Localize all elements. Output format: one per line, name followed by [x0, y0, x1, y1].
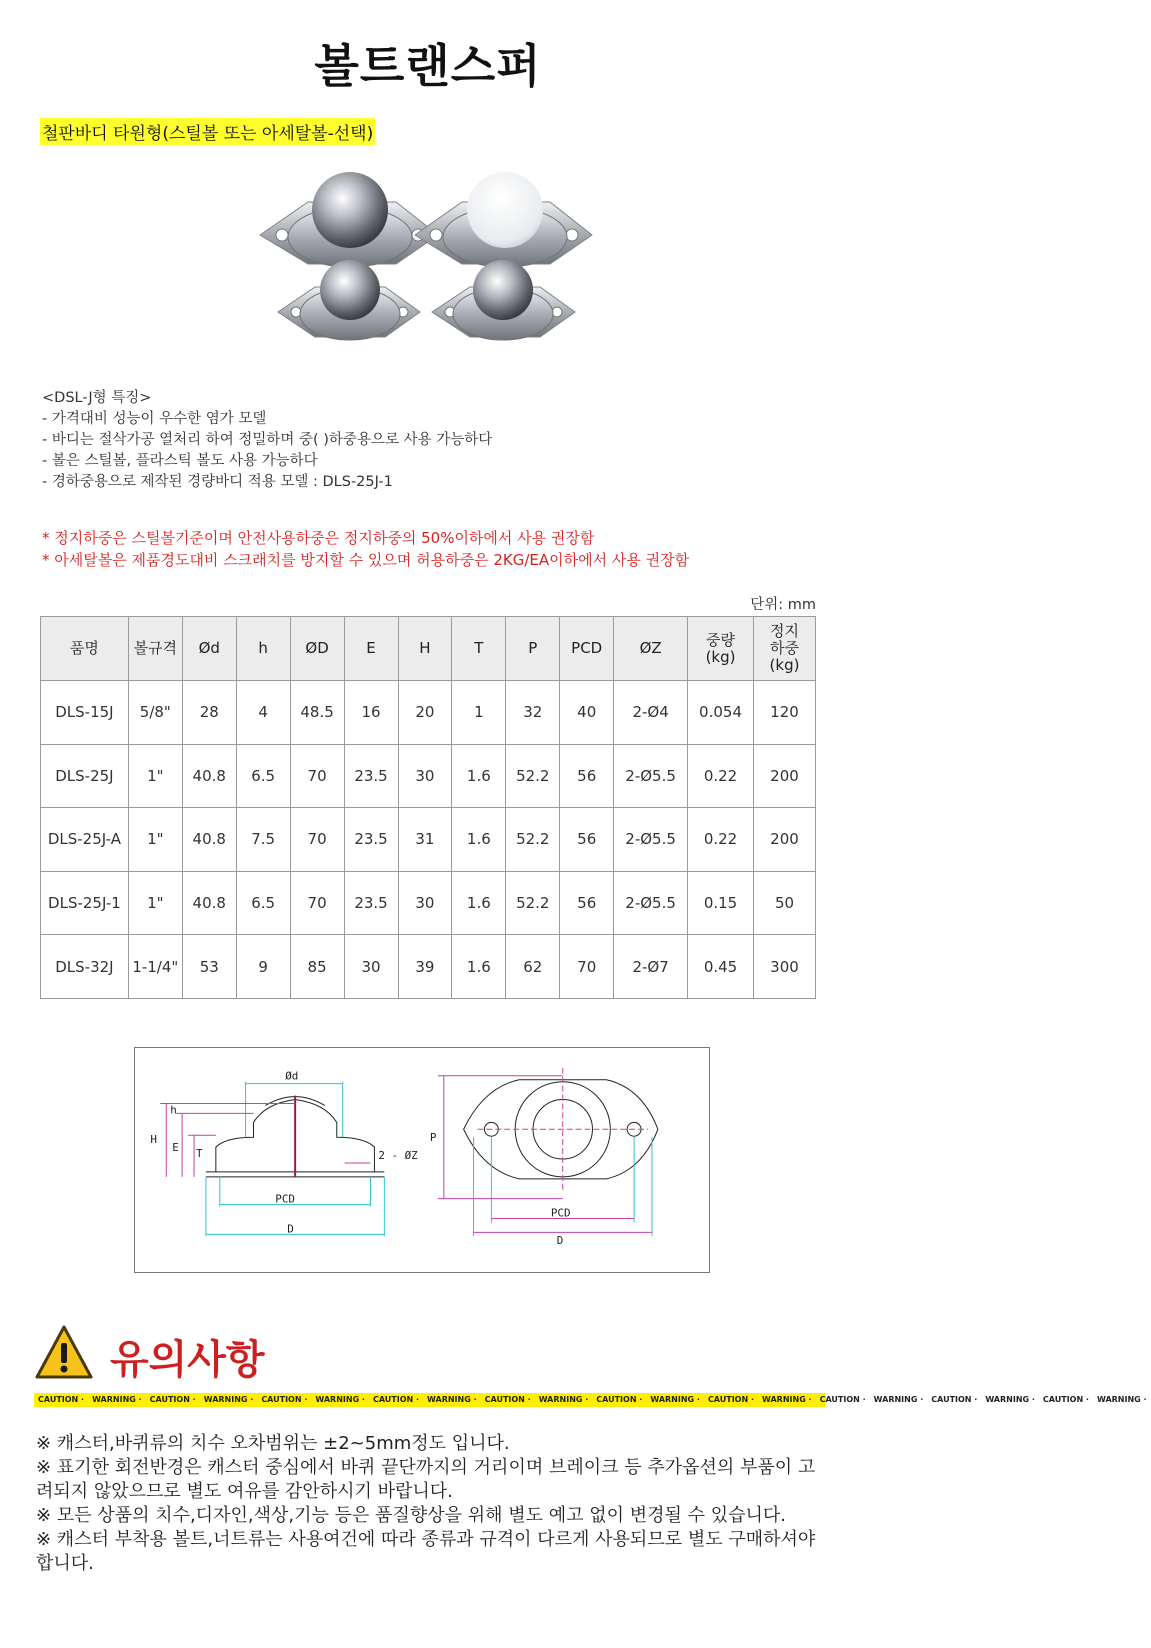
table-header-row — [41, 617, 816, 681]
warning-line: * 정지하중은 스틸볼기준이며 안전사용하중은 정지하중의 50%이하에서 사용 권장함 — [42, 529, 595, 547]
ball-transfer-steel-large — [260, 172, 438, 267]
label-E: E — [172, 1141, 179, 1155]
label-T: T — [196, 1147, 203, 1161]
table-header-cell: PCD — [560, 617, 614, 681]
table-cell: 85 — [290, 935, 344, 999]
table-cell: 70 — [290, 808, 344, 872]
table-cell: 0.22 — [688, 808, 754, 872]
label-z: 2 - ØZ — [378, 1149, 418, 1163]
table-header-cell: 중량 (kg) — [688, 617, 754, 681]
table-cell: 56 — [560, 744, 614, 808]
strip-word: WARNING · — [92, 1395, 142, 1404]
table-cell: 6.5 — [236, 871, 290, 935]
table-cell: 70 — [290, 744, 344, 808]
label-p: P — [429, 1131, 437, 1145]
label-H: H — [150, 1133, 157, 1147]
strip-word: WARNING · — [985, 1395, 1035, 1404]
table-cell: 1.6 — [452, 808, 506, 872]
strip-word: CAUTION · — [819, 1395, 866, 1404]
table-cell: 1" — [128, 871, 182, 935]
unit-label: 단위: mm — [750, 597, 816, 613]
label-pcd-top: PCD — [550, 1206, 571, 1220]
table-cell: 48.5 — [290, 681, 344, 745]
strip-word: WARNING · — [1096, 1395, 1147, 1404]
spec-table — [40, 616, 816, 999]
table-cell: 20 — [398, 681, 452, 745]
table-cell: 0.15 — [688, 871, 754, 935]
label-h: h — [170, 1103, 177, 1117]
table-header-cell: P — [506, 617, 560, 681]
table-cell: 1.6 — [452, 871, 506, 935]
table-cell: 2-Ø4 — [614, 681, 688, 745]
strip-word: WARNING · — [203, 1395, 254, 1404]
caution-notes — [36, 1432, 826, 1576]
table-cell: 32 — [506, 681, 560, 745]
ball-transfer-acetal-large — [415, 172, 592, 267]
table-cell: 200 — [754, 808, 816, 872]
table-cell: 53 — [182, 935, 236, 999]
strip-word: CAUTION · — [1042, 1395, 1089, 1404]
table-row — [41, 808, 816, 872]
table-cell: 1.6 — [452, 935, 506, 999]
label-d: Ød — [285, 1069, 299, 1083]
strip-word: CAUTION · — [372, 1395, 420, 1404]
table-header-cell: 품명 — [41, 617, 129, 681]
table-header-cell: 볼규격 — [128, 617, 182, 681]
table-cell: 50 — [754, 871, 816, 935]
strip-word: CAUTION · — [38, 1395, 85, 1404]
table-cell: DLS-25J-A — [41, 808, 129, 872]
table-cell: 52.2 — [506, 871, 560, 935]
table-cell: 70 — [560, 935, 614, 999]
table-cell: 2-Ø7 — [614, 935, 688, 999]
table-cell: 4 — [236, 681, 290, 745]
table-cell: 40.8 — [182, 808, 236, 872]
warning-triangle-icon — [34, 1323, 94, 1383]
note-item: ※ 캐스터,바퀴류의 치수 오차범위는 ±2~5mm정도 입니다. — [36, 1433, 510, 1454]
table-cell: 30 — [344, 935, 398, 999]
table-header-cell: ØD — [290, 617, 344, 681]
table-header-cell: Ød — [182, 617, 236, 681]
strip-word: WARNING · — [762, 1395, 812, 1404]
table-cell: DLS-25J — [41, 744, 129, 808]
strip-word: WARNING · — [873, 1395, 924, 1404]
strip-word: WARNING · — [427, 1395, 477, 1404]
load-warnings — [42, 527, 689, 571]
table-cell: 0.45 — [688, 935, 754, 999]
ball-transfer-steel-small — [278, 260, 420, 340]
table-cell: 7.5 — [236, 808, 290, 872]
table-cell: 40 — [560, 681, 614, 745]
label-pcd-side: PCD — [275, 1192, 295, 1206]
ball-transfer-steel-small-2 — [432, 260, 575, 340]
table-cell: 52.2 — [506, 744, 560, 808]
table-cell: 1" — [128, 744, 182, 808]
table-cell: 6.5 — [236, 744, 290, 808]
table-cell: 1-1/4" — [128, 935, 182, 999]
table-cell: 23.5 — [344, 808, 398, 872]
feature-item: - 바디는 절삭가공 열처리 하여 정밀하며 중( )하중용으로 사용 가능하다 — [42, 432, 493, 448]
warning-line: * 아세탈볼은 제품경도대비 스크래치를 방지할 수 있으며 허용하중은 2KG/EA이하에서 사용 권장함 — [42, 551, 690, 569]
table-cell: 120 — [754, 681, 816, 745]
feature-item: - 경하중용으로 제작된 경량바디 적용 모델 : DLS-25J-1 — [42, 474, 393, 490]
table-row — [41, 744, 816, 808]
table-cell: 56 — [560, 808, 614, 872]
table-cell: 40.8 — [182, 744, 236, 808]
table-cell: DLS-32J — [41, 935, 129, 999]
table-cell: 0.22 — [688, 744, 754, 808]
table-header-cell: ØZ — [614, 617, 688, 681]
table-cell: 52.2 — [506, 808, 560, 872]
label-D-side: D — [287, 1222, 294, 1236]
features-heading: <DSL-J형 특징> — [42, 390, 152, 406]
table-cell: DLS-25J-1 — [41, 871, 129, 935]
strip-word: CAUTION · — [931, 1395, 978, 1404]
label-D-top: D — [556, 1234, 564, 1248]
table-cell: 2-Ø5.5 — [614, 808, 688, 872]
table-cell: 70 — [290, 871, 344, 935]
caution-warning-strip — [34, 1393, 1147, 1407]
caution-title: 유의사항 — [110, 1337, 265, 1383]
note-item: ※ 모든 상품의 치수,디자인,색상,기능 등은 품질향상을 위해 별도 예고 없이 변경될 수 있습니다. — [36, 1505, 786, 1526]
table-cell: 28 — [182, 681, 236, 745]
dimension-drawing — [134, 1047, 710, 1273]
table-header-cell: H — [398, 617, 452, 681]
features-list — [42, 388, 492, 493]
feature-item: - 가격대비 성능이 우수한 염가 모델 — [42, 411, 267, 427]
table-header-cell: E — [344, 617, 398, 681]
table-cell: 30 — [398, 744, 452, 808]
table-header-cell: 정지 하중 (kg) — [754, 617, 816, 681]
page-title: 볼트랜스퍼 — [314, 39, 542, 93]
strip-word: CAUTION · — [149, 1395, 196, 1404]
table-cell: 2-Ø5.5 — [614, 744, 688, 808]
strip-word: CAUTION · — [484, 1395, 531, 1404]
note-item: ※ 캐스터 부착용 볼트,너트류는 사용여건에 따라 종류과 규격이 다르게 사용되므로 별도 구매하셔야 합니다. — [36, 1529, 816, 1574]
table-row — [41, 935, 816, 999]
strip-word: WARNING · — [315, 1395, 365, 1404]
table-header-cell: T — [452, 617, 506, 681]
table-cell: 30 — [398, 871, 452, 935]
table-cell: 1" — [128, 808, 182, 872]
table-cell: 40.8 — [182, 871, 236, 935]
table-cell: 56 — [560, 871, 614, 935]
table-cell: 2-Ø5.5 — [614, 871, 688, 935]
note-item: ※ 표기한 회전반경은 캐스터 중심에서 바퀴 끝단까지의 거리이며 브레이크 등 추가옵션의 부품이 고려되지 않았으므로 별도 여유를 감안하시기 바랍니다. — [36, 1457, 816, 1502]
table-cell: 5/8" — [128, 681, 182, 745]
table-cell: 0.054 — [688, 681, 754, 745]
table-cell: 23.5 — [344, 871, 398, 935]
table-row — [41, 871, 816, 935]
table-cell: 200 — [754, 744, 816, 808]
table-cell: 1.6 — [452, 744, 506, 808]
table-cell: 9 — [236, 935, 290, 999]
strip-word: WARNING · — [538, 1395, 589, 1404]
feature-item: - 볼은 스틸볼, 플라스틱 볼도 사용 가능하다 — [42, 453, 318, 469]
table-cell: 1 — [452, 681, 506, 745]
table-cell: 31 — [398, 808, 452, 872]
strip-word: CAUTION · — [707, 1395, 755, 1404]
table-cell: 16 — [344, 681, 398, 745]
table-header-cell: h — [236, 617, 290, 681]
strip-word: WARNING · — [650, 1395, 700, 1404]
table-cell: 300 — [754, 935, 816, 999]
strip-word: CAUTION · — [596, 1395, 643, 1404]
table-cell: 23.5 — [344, 744, 398, 808]
table-cell: 62 — [506, 935, 560, 999]
strip-word: CAUTION · — [261, 1395, 308, 1404]
table-row — [41, 681, 816, 745]
table-cell: DLS-15J — [41, 681, 129, 745]
table-cell: 39 — [398, 935, 452, 999]
product-subtitle: 철판바디 타원형(스틸볼 또는 아세탈볼-선택) — [40, 118, 375, 145]
